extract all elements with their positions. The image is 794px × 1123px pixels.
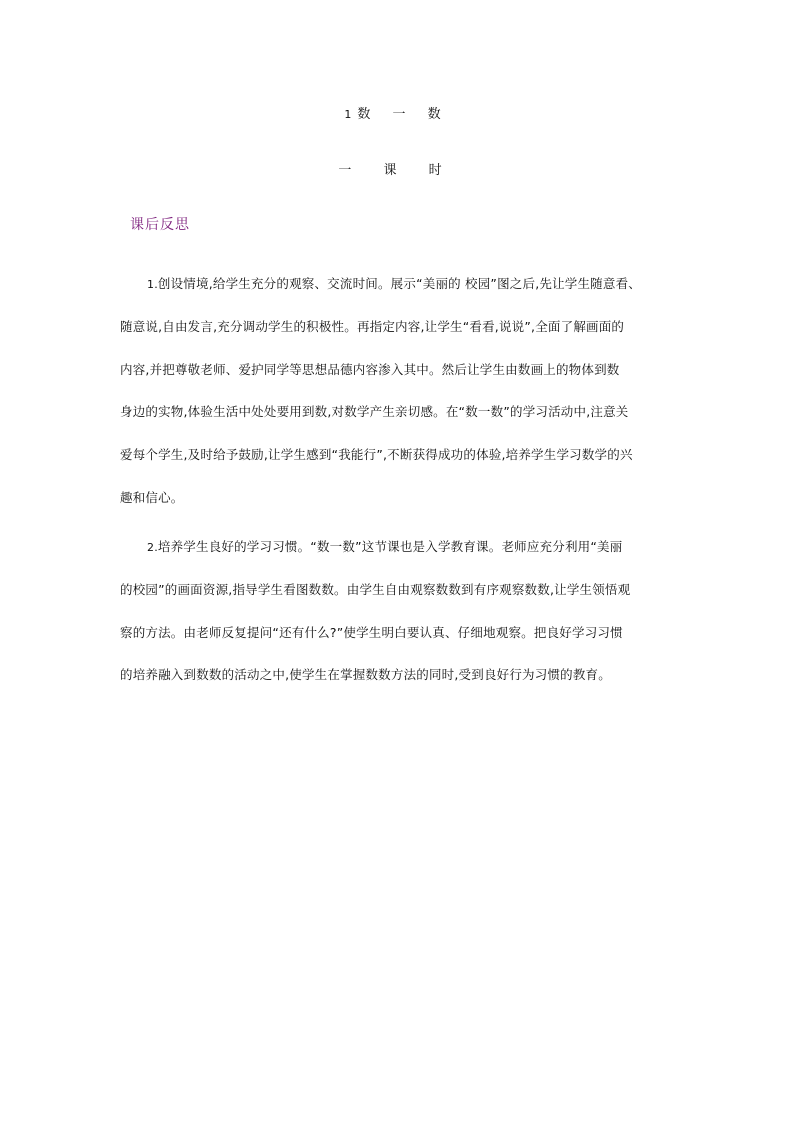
- paragraph-2: [120, 539, 690, 710]
- paragraph-line: 的培养融入到数数的活动之中,使学生在掌握数数方法的同时,受到良好行为习惯的教育。: [120, 667, 611, 683]
- page-title: [0, 107, 794, 123]
- paragraph-line: 爱每个学生,及时给予鼓励,让学生感到“我能行”,不断获得成功的体验,培养学生学习数学的兴: [120, 447, 633, 463]
- paragraph-line: [120, 539, 690, 555]
- paragraph-line: [120, 276, 690, 292]
- page-subtitle: [0, 163, 794, 179]
- paragraph-line: 的校园”的画面资源,指导学生看图数数。由学生自由观察数数到有序观察数数,让学生领悟观: [120, 581, 631, 597]
- paragraph-number: 2.: [147, 541, 158, 554]
- paragraph-number: 1.: [147, 278, 158, 291]
- paragraph-line: 趣和信心。: [120, 489, 184, 505]
- lesson-period: 一 课 时: [338, 163, 456, 178]
- paragraph-line: 内容,并把尊敬老师、爱护同学等思想品德内容渗入其中。然后让学生由数画上的物体到数: [120, 361, 620, 377]
- lesson-number: 1: [344, 108, 352, 121]
- paragraph-text: 创设情境,给学生充分的观察、交流时间。展示“美丽的 校园”图之后,先让学生随意看、: [157, 276, 641, 291]
- lesson-title: 数 一 数: [357, 107, 450, 122]
- section-heading: 课后反思: [130, 217, 190, 233]
- paragraph-line: 随意说,自由发言,充分调动学生的积极性。再指定内容,让学生“看看,说说”,全面了解画面的: [120, 318, 625, 334]
- paragraph-line: 身边的实物,体验生活中处处要用到数,对数学产生亲切感。在“数一数”的学习活动中,注意关: [120, 404, 629, 420]
- paragraph-1: [120, 276, 690, 533]
- paragraph-line: 察的方法。由老师反复提问“还有什么?”使学生明白要认真、仔细地观察。把良好学习习惯: [120, 624, 623, 640]
- paragraph-text: 培养学生良好的学习习惯。“数一数”这节课也是入学教育课。老师应充分利用“美丽: [157, 539, 623, 554]
